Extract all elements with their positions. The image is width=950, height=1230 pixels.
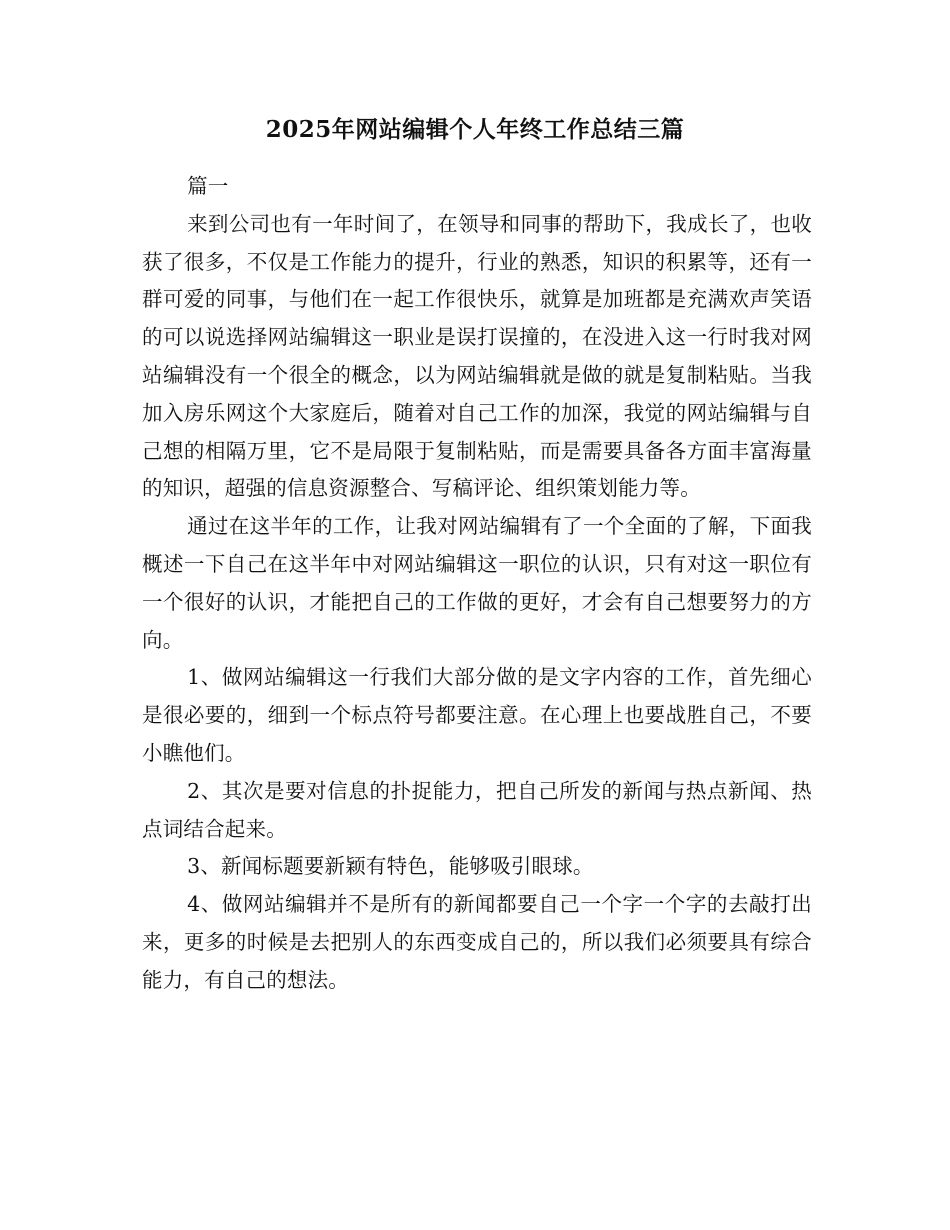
list-item-4: 4、做网站编辑并不是所有的新闻都要自己一个字一个字的去敲打出来，更多的时候是去把别人的东西变成自己的，所以我们必须要具有综合能力，有自己的想法。 — [142, 892, 812, 992]
document-title: 2025年网站编辑个人年终工作总结三篇 — [265, 116, 685, 143]
paragraph-intro: 来到公司也有一年时间了，在领导和同事的帮助下，我成长了，也收获了很多，不仅是工作能力的提升，行业的熟悉，知识的积累等，还有一群可爱的同事，与他们在一起工作很快乐，就算是加班都是充满欢声笑语的可以说选择网站编辑这一职业是误打误撞的，在没进入这一行时我对网站编辑没有一个很全的概念，以为网站编辑就是做的就是复制粘贴。当我加入房乐网这个大家庭后，随着对自己工作的加深，我觉的网站编辑与自己想的相隔万里，它不是局限于复制粘贴，而是需要具备各方面丰富海量的知识，超强的信息资源整合、写稿评论、组织策划能力等。 — [142, 211, 812, 501]
paragraph-overview: 通过在这半年的工作，让我对网站编辑有了一个全面的了解，下面我概述一下自己在这半年中对网站编辑这一职位的认识，只有对这一职位有一个很好的认识，才能把自己的工作做的更好，才会有自己想要努力的方向。 — [142, 514, 812, 652]
section-heading: 篇一 — [187, 174, 229, 198]
list-item-2: 2、其次是要对信息的扑捉能力，把自己所发的新闻与热点新闻、热点词结合起来。 — [142, 778, 812, 841]
document-body — [142, 168, 812, 1000]
list-item-3: 3、新闻标题要新颖有特色，能够吸引眼球。 — [187, 854, 594, 879]
list-item-1: 1、做网站编辑这一行我们大部分做的是文字内容的工作，首先细心是很必要的，细到一个标点符号都要注意。在心理上也要战胜自己，不要小瞧他们。 — [142, 665, 812, 765]
